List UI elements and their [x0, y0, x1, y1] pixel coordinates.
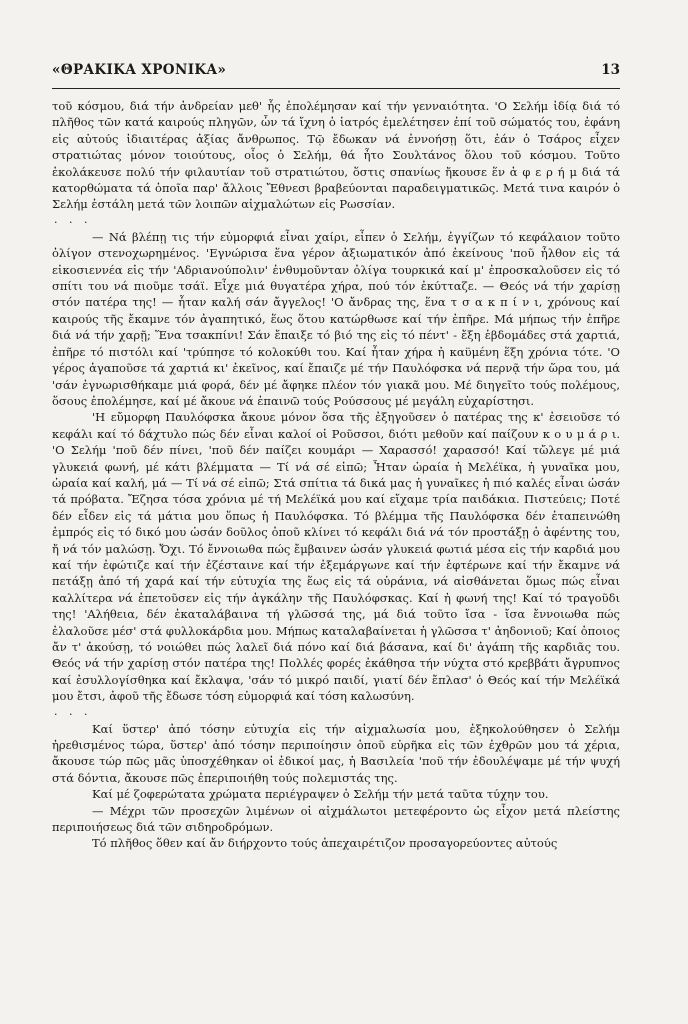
running-title: «ΘΡΑΚΙΚΑ ΧΡΟΝΙΚΑ» — [52, 62, 227, 78]
section-separator-1: . . . — [54, 212, 92, 226]
body-text — [52, 98, 620, 852]
page-number: 13 — [601, 62, 620, 78]
paragraph-1: τοῦ κόσμου, διά τήν ἀνδρείαν μεθ' ἧς ἐπολέμησαν καί τήν γενναιότητα. 'Ο Σελήμ ἰδίᾳ διά τό πλῆθος τῶν κατά καιρούς πληγῶν, ὧν τά ἴχνη ὁ ἰατρός ἐμελέτησεν ἐπί τοῦ σώματός του, ἐφάνη εἰς αὐτούς ἰδιαιτέρας ἀξίας ἄνθρωπος. Τῷ ἔδωκαν νά ἐννοήσῃ ὅτι, ἐάν ὁ Τσάρος εἶχεν στρατιώτας μόνον τοιούτους, οἷος ὁ Σελήμ, θά ἦτο Σουλτάνος ὅλου τοῦ κόσμου. Τοῦτο ἐκολάκευσε πολύ τήν φιλαυτίαν τοῦ στρατιώτου, ὅστις σπανίως ἤκουσε ἕν ἀ φ ε ρ ή μ διά τά κατορθώματα τά ὁποῖα παρ' ἄλλοις Ἔθνεσι βραβεύονται παραδειγματικῶς. Μετά τινα καιρόν ὁ Σελήμ ἐστάλη μετά τῶν λοιπῶν αἰχμαλώτων εἰς Ρωσσίαν. — [52, 99, 620, 212]
paragraph-6: — Μέχρι τῶν προσεχῶν λιμένων οἱ αἰχμάλωτοι μετεφέροντο ὡς εἶχον μετά πλείστης περιποιήσεως διά τῶν σιδηροδρόμων. — [52, 803, 620, 835]
paragraph-3: 'Η εὔμορφη Παυλόφσκα ἄκουε μόνον ὅσα τῆς ἐξηγοῦσεν ὁ πατέρας της κ' ἐσειοῦσε τό κεφάλι καί τό δάχτυλο πώς δέν εἶναι καλοί οἱ Ροῦσσοι, διότι μεθοῦν καί παίζουν κ ο υ μ ά ρ ι. 'Ο Σελήμ 'ποῦ δέν πίνει, 'ποῦ δέν παίζει κουμάρι — Χαρασσό! χαρασσό! Καί τὤλεγε μέ μιά γλυκειά φωνή, μέ κάτι βλέμματα — Τί νά σέ εἰπῶ; Ἦταν ὡραία ἡ Μελέϊκα, ἡ γυναῖκα μου, ὡραία καί καλή, μά — Τί νά σέ εἰπῶ; Στά σπίτια τά δικά μας ἡ γυναῖκες ἡ πιό καλές εἶναι ὡσάν τά πρόβατα. Ἔζησα τόσα χρόνια μέ τή Μελέϊκά μου καί εἴχαμε τρία παιδάκια. Πιστεύεις; Ποτέ δέν εἶδεν εἰς τά μάτια μου ὅπως ἡ Παυλόφσκα. Τό βλέμμα τῆς Παυλόφσκα δέν ἐταπεινώθη ἐμπρός εἰς τό δικό μου ὡσάν δοῦλος ὁποῦ κλίνει τό κεφάλι διά νά τόν προστάξῃ ὁ ἀφέντης του, ἤ νά τόν μαλώσῃ. Ὄχι. Τό ἔννοιωθα πώς ἔμβαινεν ὡσάν γλυκειά φωτιά μέσα εἰς τήν καρδιά μου καί τήν ἐφώτιζε καί τήν ἐζέσταινε καί τήν ἐξεμάργωνε καί τήν ἐφτέρωνε καί τήν ἔκαμνε νά πετάξῃ ἀπό τή χαρά καί τήν εὐτυχία της ἕως εἰς τά οὐράνια, νά αἰσθάνεται ὅμως πώς εἶναι καλλίτερα νά ἐπετοῦσεν εἰς τήν ἀγκάλην τῆς Παυλόφσκας. Καί ἡ φωνή της! Καί τό τραγοῦδι της! 'Αλήθεια, δέν ἐκαταλάβαινα τή γλῶσσά της, μά διά τοῦτο ἴσα - ἴσα ἔννοιωθα πώς ἐλαλοῦσε μέσ' στά φυλλοκάρδια μου. Μήπως καταλαβαίνεται ἡ γλῶσσα τ' ἀηδονιοῦ; Καί ὁποιος ἄν τ' ἀκούσῃ, τό νοιώθει πώς λαλεῖ διά πόνο καί διά βάσανα, καί δι' ἀγάπη τῆς καρδιᾶς του. Θεός νά τήν χαρίσῃ στόν πατέρα της! Πολλές φορές ἐκάθησα τήν νύχτα στό κρεββάτι ἄγρυπνος καί ἐσυλλογίσθηκα καί ἔκλαψα, 'σάν τό μικρό παιδί, γιατί δέν ἔπλασ' ὁ Θεός καί τήν Μελέϊκά μου ἔτσι, ἀφοῦ τῆς ἔδωσε τόση εὐμορφιά καί τόση καλωσύνη. — [52, 410, 620, 704]
paragraph-2: — Νά βλέπῃ τις τήν εὐμορφιά εἶναι χαίρι, εἶπεν ὁ Σελήμ, ἐγγίζων τό κεφάλαιον τοῦτο ὀλίγον στενοχωρημένος. 'Εγνώρισα ἕνα γέρον ἀξιωματικόν ἀπό ἐκείνους 'ποῦ ἦλθον εἰς τά εἰκοσιεννέα εἰς τήν 'Αδριανούπολιν' ἐνθυμοῦνταν ὀλίγα τουρκικά καί μ' ἐπροσκαλοῦσεν εἰς τό σπίτι του νά πιοῦμε τσάϊ. Εἶχε μιά θυγατέρα χήρα, πού τόν ἐκύτταζε. — Θεός νά τήν χαρίσῃ στόν πατέρα της! — ἦταν καλή σάν ἄγγελος! 'Ο ἄνδρας της, ἕνα τ σ α κ π ί ν ι, χρόνους καί καιρούς τῆς ἔκαμνε τόν ἀγαπητικό, ἕως ὅτου κατώρθωσε καί τήν ἐπῆρε. Μά μήπως τήν ἐπῆρε διά νά τήν χαρῇ; Ἕνα τσακπίνι! Σάν ἔπαιξε τό βιό της εἰς τό πέντ' - ἔξη ἑβδομάδες στά χαρτιά, ἐπῆρε τό πιστόλι καί 'τρύπησε τό κολοκύθι του. Καί ἦταν χήρα ἡ καϋμένη ἕξη χρόνια τότε. 'Ο γέρος ἀγαποῦσε τά χαρτιά κι' ἐκεῖνος, καί ἔπαιζε μέ τήν Παυλόφσκα νά περνᾷ τήν ὥρα του, μά 'σάν ἐγνωρισθήκαμε μιά φορά, δέν μέ ἄφηκε πλέον τόν γιακᾶ μου. Μέ διηγεῖτο τούς πολέμους, ὅσους ἐπολέμησε, καί μέ ἄκουε νά ἐπαινῶ τούς Ρούσσους μέ μεγάλη εὐχαρίστησι. — [52, 229, 620, 408]
section-separator-2: . . . — [54, 704, 92, 718]
paragraph-7: Τό πλῆθος ὅθεν καί ἄν διήρχοντο τούς ἀπεχαιρέτιζον προσαγορεύοντες αὐτούς — [92, 836, 558, 851]
header-rule — [52, 88, 620, 89]
paragraph-4: Καί ὕστερ' ἀπό τόσην εὐτυχία εἰς τήν αἰχμαλωσία μου, ἐξηκολούθησεν ὁ Σελήμ ἠρεθισμένος τώρα, ὕστερ' ἀπό τόσην περιποίησιν ὁποῦ εὑρῆκα εἰς τῶν ἐχθρῶν μου τά χέρια, ἄκουσε τώρ πῶς μᾶς ὑποσχέθηκαν οἱ ἐδικοί μας, ἡ Βασιλεία 'ποῦ τήν ἐδουλέψαμε μέ τήν ψυχή στά δόντια, ἄκουσε πῶς ἐπεριποιήθη τούς πολεμιστάς της. — [52, 721, 620, 785]
page-header — [52, 62, 620, 84]
paragraph-5: Καί μέ ζοφερώτατα χρώματα περιέγραψεν ὁ Σελήμ τήν μετά ταῦτα τύχην του. — [92, 787, 549, 802]
